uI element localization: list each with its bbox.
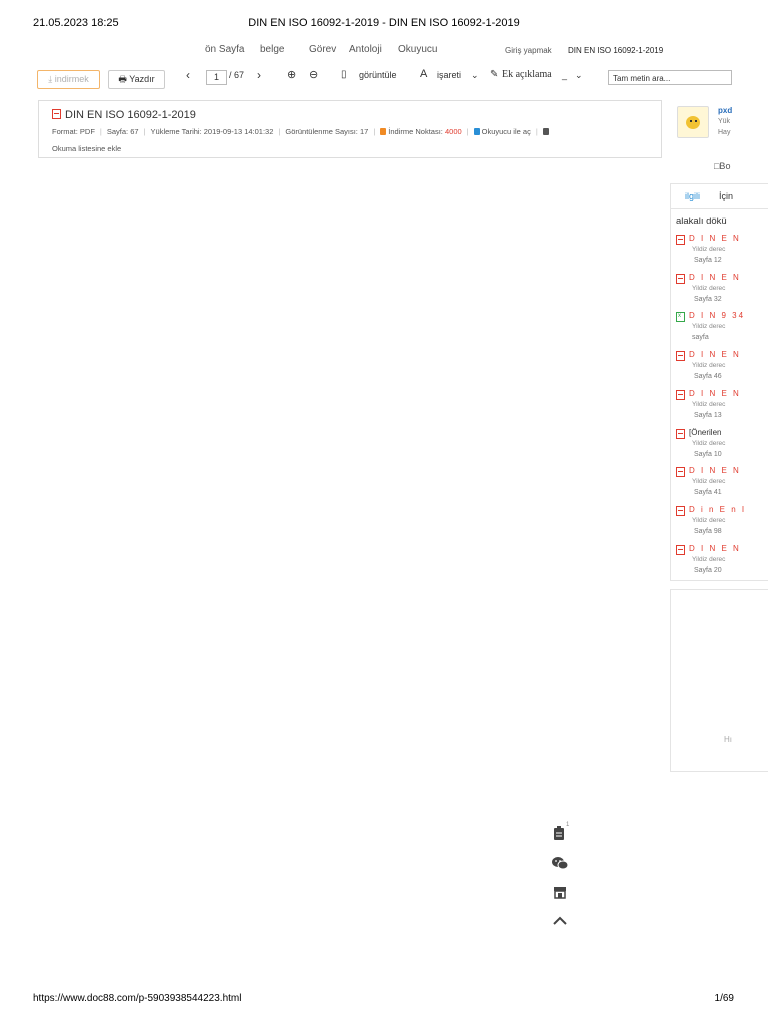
pdf-icon [676,429,685,439]
print-header [0,17,768,31]
page-total: / 67 [229,70,245,80]
pdf-icon [676,390,685,400]
back-to-top-button[interactable] [550,911,570,931]
meta-format: Format: PDF [52,127,95,136]
shop-button[interactable] [550,882,570,902]
pdf-icon [676,274,685,284]
nav-docs[interactable]: belge [260,44,285,55]
related-item-pages: Sayfa 10 [694,450,722,458]
related-item-pages: Sayfa 13 [694,411,722,419]
nav-anthology[interactable]: Antoloji [349,44,382,55]
mark-label[interactable]: işareti [437,70,462,80]
download-icon: ⤓ [48,74,53,84]
fulltext-search-input[interactable]: Tam metin ara... [608,70,732,85]
coin-icon [380,128,386,135]
related-item[interactable] [676,350,768,388]
pencil-icon[interactable]: ✎ [490,69,499,80]
related-tabs [671,184,768,209]
print-title: DIN EN ISO 16092-1-2019 - DIN EN ISO 16092-1-2019 [248,17,520,29]
related-item-pages: Sayfa 41 [694,489,722,497]
download-button[interactable] [37,70,100,89]
pdf-icon [676,235,685,245]
related-item-rating: Yildiz derec [692,516,726,524]
related-item-pages: Sayfa 32 [694,295,722,303]
side-note[interactable]: □Bo [714,161,731,171]
prev-page-icon[interactable]: ‹ [186,68,190,82]
bookmark-icon[interactable] [543,128,549,135]
document-title: DIN EN ISO 16092-1-2019 [65,109,196,121]
pdf-icon [676,467,685,477]
meta-upload-date: Yükleme Tarihi: 2019-09-13 14:01:32 [150,127,274,136]
annotation-dash: _ [562,70,568,80]
meta-download-points-label: İndirme Noktası: [388,127,443,136]
related-item-rating: Yildiz derec [692,284,726,292]
related-item-rating: Yildiz derec [692,439,726,447]
related-item-rating: Yildiz derec [692,323,726,331]
related-item-pages: Sayfa 46 [694,373,722,381]
zoom-out-icon[interactable]: ⊖ [309,69,319,81]
related-item-title[interactable]: D I N E N [689,272,741,282]
nav-home[interactable]: ön Sayfa [205,44,245,55]
related-item-rating: Yildiz derec [692,246,726,253]
uploader-line-1: Yük [718,118,731,125]
feedback-badge: 1 [566,822,570,828]
related-documents-panel [670,183,768,581]
related-item-pages: Sayfa 98 [694,527,722,535]
chevron-down-icon[interactable]: ⌄ [471,70,479,80]
related-item-pages: sayfa [692,334,709,342]
pdf-icon [676,506,685,516]
feedback-button[interactable] [550,824,570,844]
related-item-rating: Yildiz derec [692,362,726,370]
print-label: Yazdır [129,74,155,84]
related-item-rating: Yildiz derec [692,555,726,563]
side-ad-box [670,589,768,772]
page-number-input[interactable]: 1 [206,70,227,85]
related-item[interactable] [676,505,768,543]
login-link[interactable]: Giriş yapmak [505,46,552,55]
related-item-title[interactable]: [Önerilen [689,427,722,437]
related-item-title[interactable]: D I N E N [689,234,741,243]
next-page-icon[interactable]: › [257,68,261,82]
reader-toolbar [0,67,768,91]
pdf-icon [676,351,685,361]
uploader-line-2: Hay [718,129,731,136]
related-item-title[interactable]: D I N E N [689,388,741,398]
print-datetime: 21.05.2023 18:25 [33,17,119,29]
tab-related[interactable]: ilgili [685,191,701,201]
printer-icon: 🖶 [118,74,127,84]
top-nav [0,44,768,58]
wechat-icon [550,853,570,873]
related-item[interactable] [676,544,768,582]
pdf-icon [676,545,685,555]
tab-contents[interactable]: İçin [719,191,734,201]
print-url: https://www.doc88.com/p-5903938544223.html [33,993,242,1004]
related-item[interactable] [676,234,768,272]
print-page-number: 1/69 [714,993,734,1004]
open-reader-link[interactable]: Okuyucu ile aç [481,127,531,136]
related-heading: alakalı dökü [676,216,727,227]
related-item-pages: Sayfa 20 [694,566,722,574]
related-item-rating: Yildiz derec [692,478,726,486]
mark-icon[interactable]: A [420,68,428,80]
related-item[interactable] [676,311,768,349]
related-item[interactable] [676,466,768,504]
print-button[interactable] [108,70,165,89]
nav-doc-name[interactable]: DIN EN ISO 16092-1-2019 [568,46,664,55]
document-meta: Format: PDF | Sayfa: 67 | Yükleme Tarihi: 2019-09-13 14:01:32 | Görüntülenme Sayısı: 17 | İndirme Noktası: 4000 | Okuyucu ile aç | [52,127,551,136]
add-reading-list-link[interactable]: Okuma listesine ekle [52,144,122,153]
annotation-label[interactable]: Ek açıklama [502,69,552,80]
uploader-name[interactable]: pxd [718,106,733,115]
avatar[interactable] [677,106,709,138]
chevron-up-icon [550,911,570,931]
view-label[interactable]: görüntüle [359,70,397,80]
related-item-title[interactable]: D I N E N [689,350,741,360]
annotation-chevron-icon[interactable]: ⌄ [575,70,583,80]
document-info-card [38,100,662,158]
related-item[interactable] [676,389,768,427]
meta-download-points: 4000 [444,127,462,136]
meta-pages: Sayfa: 67 [106,127,139,136]
meta-views: Görüntülenme Sayısı: 17 [285,127,369,136]
related-item-title[interactable]: D i n E n I [689,504,747,514]
zoom-in-icon[interactable]: ⊕ [287,69,297,81]
spreadsheet-icon [676,312,685,322]
nav-reader[interactable]: Okuyucu [398,44,438,55]
document-title-row[interactable] [52,109,196,121]
related-item-title[interactable]: D I N E N [689,466,741,476]
wechat-button[interactable] [550,853,570,873]
nav-task[interactable]: Görev [309,44,337,55]
uploader-box [670,100,768,150]
related-item-title[interactable]: D I N 9 34 [689,311,746,321]
related-item-rating: Yildiz derec [692,400,726,408]
related-item[interactable] [676,273,768,311]
view-icon[interactable]: ▯ [341,69,347,80]
related-item-pages: Sayfa 12 [694,257,722,264]
ad-text: Hı [724,735,732,744]
reader-icon [474,128,480,135]
shop-icon [550,882,570,902]
download-label: indirmek [54,74,89,84]
related-item-title[interactable]: D I N E N [689,543,741,553]
related-item[interactable] [676,428,768,466]
pdf-icon [52,109,61,119]
